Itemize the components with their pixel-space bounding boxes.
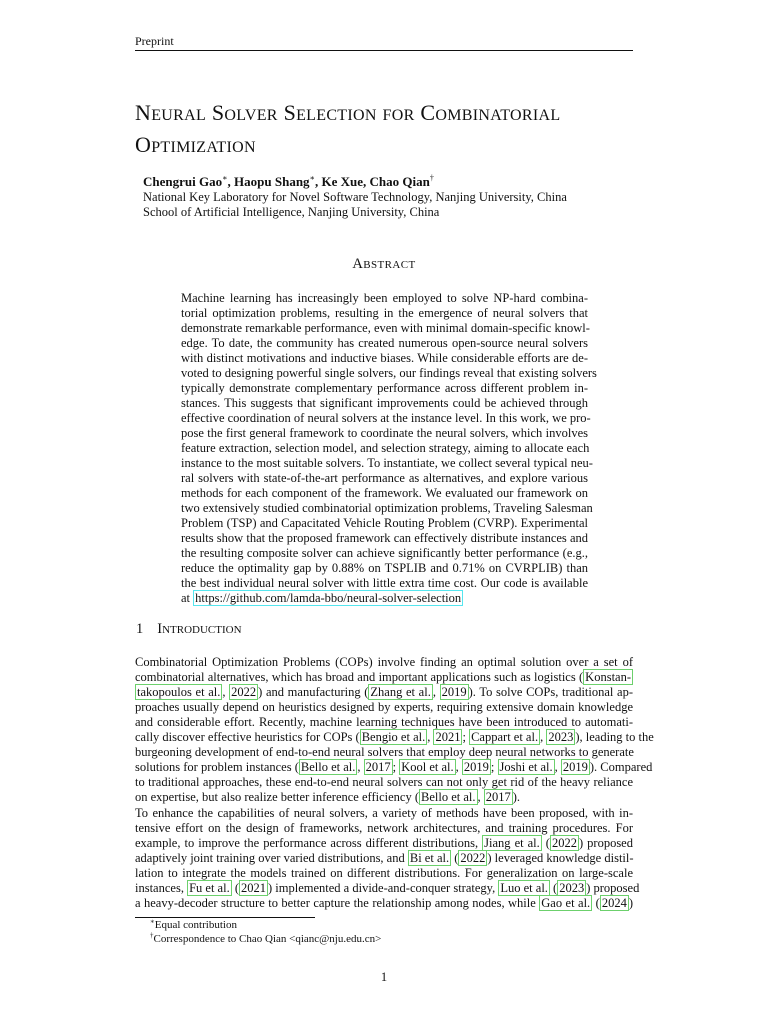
- citation-link[interactable]: 2019: [562, 760, 588, 774]
- footnote-rule: [135, 917, 315, 918]
- code-repository-link[interactable]: https://github.com/lamda-bbo/neural-solver-selection: [195, 591, 462, 605]
- citation-link[interactable]: 2021: [241, 881, 266, 895]
- paragraph-line: adaptively joint training over varied distributions, and Bi et al. ( 2022 ) leveraged knowledge distil-: [135, 851, 634, 865]
- paragraph-line: to traditional approaches, these end-to-end neural solvers can not only get rid of the heavy reliance: [135, 775, 633, 789]
- abstract-line: pose the first general framework to coordinate the neural solvers, which involves: [181, 426, 588, 440]
- title-word: SOLVER: [211, 100, 278, 125]
- abstract-line: results show that the proposed framework can effectively distribute instances and: [181, 531, 588, 545]
- title-word: COMBINATORIAL: [420, 100, 561, 125]
- section-number: 1: [136, 621, 144, 637]
- equal-contribution-mark: ∗: [309, 173, 315, 183]
- author-name: Chengrui Gao: [143, 174, 223, 189]
- abstract-line: typically demonstrate complementary performance across different problem in-: [181, 381, 588, 395]
- citation-link[interactable]: 2022: [231, 685, 257, 699]
- paragraph-line: combinatorial alternatives, which has broad and important applications such as logistics ( Konstan-: [135, 670, 631, 684]
- citation-link[interactable]: 2022: [551, 836, 577, 850]
- equal-contribution-mark: ∗: [222, 173, 228, 183]
- citation-link[interactable]: 2019: [441, 685, 467, 699]
- citation-link[interactable]: Jiang et al.: [484, 836, 540, 850]
- paragraph-line: example, to improve the performance across different distributions, Jiang et al. ( 2022 ) proposed: [135, 836, 633, 850]
- citation-link[interactable]: 2017: [365, 760, 391, 774]
- title-word: NEURAL: [135, 100, 207, 125]
- abstract-line: the resulting composite solver can achieve significantly better performance (e.g.,: [181, 546, 588, 560]
- abstract-heading: ABSTRACT: [352, 256, 416, 272]
- citation-link[interactable]: Zhang et al.: [370, 685, 431, 699]
- abstract-line: Machine learning has increasingly been employed to solve NP-hard combina-: [181, 291, 588, 305]
- citation-link[interactable]: Bengio et al.: [361, 730, 426, 744]
- citation-link[interactable]: Bello et al.: [300, 760, 356, 774]
- paragraph-line: takopoulos et al. , 2022 ) and manufacturing ( Zhang et al. , 2019 ). To solve COPs, traditional ap-: [137, 685, 634, 699]
- abstract-line: edge. To date, the community has created numerous open-source neural solvers: [181, 336, 588, 350]
- abstract-line: demonstrate remarkable performance, even with minimal domain-specific knowl-: [181, 321, 590, 335]
- citation-link[interactable]: 2023: [548, 730, 574, 744]
- paragraph-line: burgeoning development of end-to-end neural solvers that employ deep neural networks to generate: [135, 745, 634, 759]
- citation-link[interactable]: Bi et al.: [409, 851, 450, 865]
- running-header: Preprint: [135, 34, 174, 48]
- abstract-line: the best individual neural solver with little extra time cost. Our code is available: [181, 576, 588, 590]
- citation-link[interactable]: takopoulos et al.: [137, 685, 221, 699]
- citation-link[interactable]: Konstan-: [585, 670, 631, 684]
- citation-link[interactable]: Joshi et al.: [499, 760, 553, 774]
- paragraph-line: and considerable effort. Recently, machine learning techniques have been introduced to automati-: [135, 715, 633, 729]
- title-line-2: [135, 130, 655, 162]
- author-name: Haopu Shang: [234, 174, 310, 189]
- affiliation: National Key Laboratory for Novel Software Technology, Nanjing University, China: [143, 190, 567, 204]
- footnote: ∗Equal contribution: [150, 917, 237, 931]
- title-line-1: [135, 98, 655, 130]
- footnote: †Correspondence to Chao Qian <qianc@nju.edu.cn>: [150, 931, 382, 945]
- citation-link[interactable]: Kool et al.: [401, 760, 454, 774]
- author-names: , Ke Xue, Chao Qian: [314, 174, 430, 189]
- citation-link[interactable]: 2023: [559, 881, 585, 895]
- citation-link[interactable]: Fu et al.: [189, 881, 230, 895]
- paragraph-line: cally discover effective heuristics for COPs ( Bengio et al. , 2021 ; Cappart et al. , 2023 ), leading to the: [135, 730, 654, 744]
- abstract-line: effective coordination of neural solvers at the instance level. In this work, we pro-: [181, 411, 591, 425]
- citation-link[interactable]: Bello et al.: [421, 790, 476, 804]
- paragraph-line: a heavy-decoder structure to better capture the relationship among nodes, while Gao et al. ( 2024 ): [135, 896, 633, 910]
- title-word: OPTIMIZATION: [135, 132, 256, 157]
- paragraph-line: To enhance the capabilities of neural solvers, a variety of methods have been proposed, with in-: [135, 806, 633, 820]
- paragraph-line: instances, Fu et al. ( 2021 ) implemented a divide-and-conquer strategy, Luo et al. ( 2023 ) proposed: [135, 881, 640, 895]
- title-word: FOR: [382, 107, 415, 124]
- citation-link[interactable]: 2017: [485, 790, 511, 804]
- abstract-line: stances. This suggests that significant improvements could be achieved through: [181, 396, 588, 410]
- citation-link[interactable]: 2024: [601, 896, 627, 910]
- citation-link[interactable]: Luo et al.: [500, 881, 548, 895]
- paragraph-line: on expertise, but also realize better inference efficiency ( Bello et al. , 2017 ).: [135, 790, 521, 804]
- abstract-line: ral solvers with state-of-the-art performance as alternatives, and explore various: [181, 471, 588, 485]
- header-rule: [135, 50, 633, 51]
- abstract-line: torial optimization problems, resulting in the emergence of neural solvers that: [181, 306, 588, 320]
- citation-link[interactable]: Gao et al.: [541, 896, 591, 910]
- abstract-line: at https://github.com/lamda-bbo/neural-solver-selection: [181, 591, 462, 605]
- abstract-line: Problem (TSP) and Capacitated Vehicle Routing Problem (CVRP). Experimental: [181, 516, 588, 530]
- abstract-line: instance to the most suitable solvers. To instantiate, we collect several typical neu-: [181, 456, 593, 470]
- section-heading-introduction: 1 INTRODUCTION: [136, 621, 242, 637]
- author-list: Chengrui Gao∗, Haopu Shang∗, Ke Xue, Chao Qian†: [143, 173, 434, 189]
- page-number: 1: [380, 970, 388, 984]
- paragraph-line: solutions for problem instances ( Bello et al. , 2017 ; Kool et al. , 2019 ; Joshi et al. , 2019 ). Compared: [135, 760, 653, 774]
- abstract-line: two extensively studied combinatorial optimization problems, Traveling Salesman: [181, 501, 593, 515]
- paper-title: [135, 98, 655, 162]
- title-word: SELECTION: [283, 100, 377, 125]
- citation-link[interactable]: Cappart et al.: [471, 730, 539, 744]
- paragraph-line: lation to integrate the models trained on different distributions. For generalization on large-scale: [135, 866, 633, 880]
- citation-link[interactable]: 2019: [463, 760, 489, 774]
- abstract-line: feature extraction, selection model, and selection strategy, aiming to allocate each: [181, 441, 590, 455]
- corresponding-mark: †: [429, 173, 434, 183]
- abstract-line: reduce the optimality gap by 0.88% on TSPLIB and 0.71% on CVRPLIB) than: [181, 561, 588, 575]
- abstract-line: voted to designing powerful single solvers, our findings reveal that existing solvers: [181, 366, 597, 380]
- paragraph-line: tensive effort on the design of frameworks, network architectures, and training procedures. For: [135, 821, 633, 835]
- citation-link[interactable]: 2021: [435, 730, 461, 744]
- abstract-line: with distinct motivations and inductive biases. While considerable efforts are de-: [181, 351, 588, 365]
- affiliation: School of Artificial Intelligence, Nanjing University, China: [143, 205, 440, 219]
- paragraph-line: proaches usually depend on heuristics designed by experts, requiring extensive domain knowledge: [135, 700, 633, 714]
- abstract-line: methods for each component of the framework. We evaluated our framework on: [181, 486, 588, 500]
- citation-link[interactable]: 2022: [460, 851, 486, 865]
- paragraph-line: Combinatorial Optimization Problems (COPs) involve finding an optimal solution over a set of: [135, 655, 633, 669]
